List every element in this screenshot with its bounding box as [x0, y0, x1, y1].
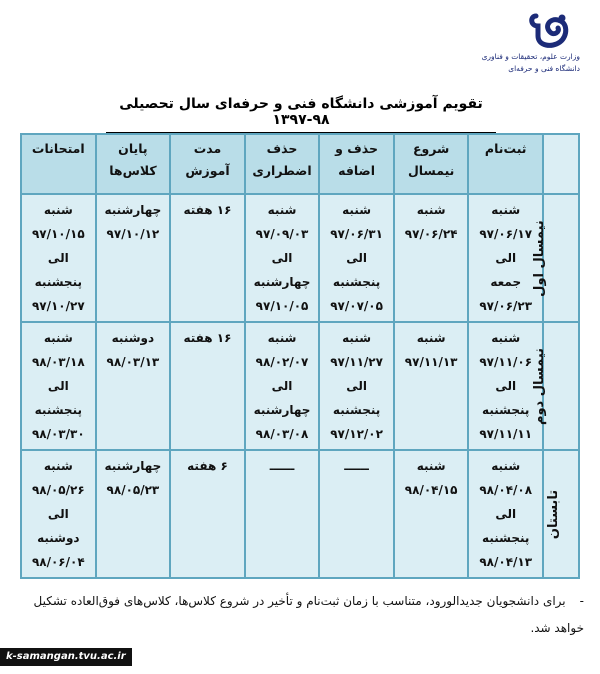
row-label-cell [531, 322, 579, 450]
cell-line: ۹۷/۱۰/۰۵ [255, 299, 309, 313]
cell-line: شنبه [491, 331, 521, 345]
row-label: نیمسال اول [532, 219, 548, 297]
cell-line: ۹۷/۱۰/۱۵ [31, 227, 85, 241]
footnote-text: برای دانشجویان جدیدالورود، متناسب با زمان ثبت‌نام و تأخیر در شروع کلاس‌ها، کلاس‌های فوق‌العاده تشکیل خواهد شد. [33, 594, 584, 635]
cell-line: شنبه [491, 203, 521, 217]
cell-line: شنبه [342, 203, 372, 217]
cell-line: ــــــ [269, 459, 295, 473]
cell-line: ۹۷/۱۱/۱۱ [479, 427, 533, 441]
cell-duration [170, 322, 245, 450]
cell-line: ۹۸/۰۳/۰۸ [255, 427, 309, 441]
cell-line: ۱۶ هفته [183, 203, 232, 217]
cell-line: ۹۷/۱۱/۲۷ [330, 355, 383, 369]
website-url-banner: k-samangan.tvu.ac.ir [0, 648, 132, 666]
cell-line: شنبه [416, 459, 446, 473]
cell-line: الی [346, 251, 367, 265]
university-logo [481, 12, 580, 82]
cell-exams [21, 322, 96, 450]
cell-line: ۹۷/۰۶/۱۷ [479, 227, 533, 241]
cell-semester-start [394, 194, 469, 322]
cell-classes-end [96, 194, 171, 322]
cell-line: الی [271, 251, 293, 265]
cell-line: ۹۸/۰۳/۱۸ [31, 355, 85, 369]
cell-classes-end [96, 322, 171, 450]
cell-line: شنبه [416, 203, 446, 217]
footnote-dash: - [579, 594, 584, 608]
cell-line: ۹۸/۰۲/۰۷ [255, 355, 309, 369]
calendar-table-container [20, 133, 580, 579]
cell-line: جمعه [490, 275, 522, 289]
row-label: تابستان [545, 489, 561, 539]
cell-line: ۹۷/۱۰/۲۷ [31, 299, 85, 313]
cell-line: چهارشنبه [104, 459, 162, 473]
cell-line: پنجشنبه [34, 403, 82, 417]
cell-line: شنبه [43, 459, 73, 473]
cell-line: ۹۷/۱۱/۱۳ [404, 355, 458, 369]
header-duration: مدت آموزش [170, 134, 245, 194]
cell-line: پنجشنبه [34, 275, 82, 289]
page-title: تقویم آموزشی دانشگاه فنی و حرفه‌ای سال تحصیلی ۹۸-۱۳۹۷ [106, 96, 496, 133]
header-corner [543, 134, 579, 194]
cell-emergency-drop [245, 322, 320, 450]
cell-exams [21, 450, 96, 578]
cell-semester-start [394, 322, 469, 450]
cell-line: دوشنبه [37, 531, 80, 545]
cell-classes-end [96, 450, 171, 578]
header-registration: ثبت‌نام [468, 134, 543, 194]
cell-line: الی [495, 379, 517, 393]
cell-line: شنبه [267, 331, 297, 345]
cell-line: پنجشنبه [482, 403, 530, 417]
cell-line: شنبه [43, 203, 73, 217]
cell-line: ۹۷/۰۹/۰۳ [255, 227, 309, 241]
cell-line: ۱۶ هفته [183, 331, 232, 345]
header-semester-start: شروع نیمسال [394, 134, 469, 194]
cell-line: ۹۷/۰۷/۰۵ [330, 299, 383, 313]
cell-line: شنبه [267, 203, 297, 217]
table-row [21, 194, 579, 322]
cell-line: ۹۷/۱۰/۱۲ [106, 227, 160, 241]
cell-line: شنبه [342, 331, 372, 345]
cell-line: ۹۸/۰۳/۳۰ [31, 427, 85, 441]
cell-line: الی [495, 251, 517, 265]
cell-line: الی [47, 507, 69, 521]
cell-line: الی [47, 379, 69, 393]
cell-line: الی [346, 379, 367, 393]
cell-line: پنجشنبه [482, 531, 530, 545]
cell-line: ۹۷/۰۶/۲۴ [404, 227, 458, 241]
header-classes-end: پایان کلاس‌ها [96, 134, 171, 194]
cell-line: ۹۸/۰۴/۰۸ [479, 483, 533, 497]
cell-exams [21, 194, 96, 322]
cell-semester-start [394, 450, 469, 578]
cell-line: الی [271, 379, 293, 393]
cell-line: چهارشنبه [104, 203, 162, 217]
logo-ministry-text: وزارت علوم، تحقیقات و فناوری [481, 52, 580, 61]
tvu-emblem-icon [528, 12, 572, 50]
cell-line: الی [495, 507, 517, 521]
table-header-row [21, 134, 579, 194]
cell-line: ۹۷/۰۶/۲۳ [479, 299, 533, 313]
cell-line: ۹۸/۰۵/۲۳ [106, 483, 160, 497]
cell-line: ۹۸/۰۶/۰۴ [31, 555, 85, 569]
header-exams: امتحانات [21, 134, 96, 194]
table-row [21, 322, 579, 450]
cell-add-drop [319, 322, 394, 450]
cell-line: شنبه [491, 459, 521, 473]
footnote [24, 588, 584, 642]
cell-line: ۹۸/۰۵/۲۶ [31, 483, 85, 497]
cell-add-drop [319, 194, 394, 322]
cell-line: ــــــ [344, 459, 369, 473]
cell-line: پنجشنبه [332, 275, 381, 289]
cell-line: ۹۷/۰۶/۳۱ [330, 227, 383, 241]
row-label-cell [532, 194, 579, 322]
academic-calendar-table [20, 133, 580, 579]
cell-line: دوشنبه [111, 331, 155, 345]
logo-university-text: دانشگاه فنی و حرفه‌ای [508, 64, 580, 73]
table-row [21, 450, 579, 578]
cell-line: ۹۸/۰۳/۱۳ [106, 355, 160, 369]
row-label-cell [543, 450, 579, 578]
header-emergency-drop: حذف اضطراری [245, 134, 320, 194]
row-label: نیمسال دوم [531, 347, 547, 425]
cell-line: ۹۸/۰۴/۱۵ [404, 483, 458, 497]
cell-line: ۹۷/۱۲/۰۲ [330, 427, 383, 441]
cell-duration [170, 194, 245, 322]
cell-line: شنبه [43, 331, 73, 345]
cell-line: الی [47, 251, 69, 265]
cell-add-drop [319, 450, 394, 578]
header-add-drop: حذف و اضافه [319, 134, 394, 194]
cell-line: پنجشنبه [332, 403, 381, 417]
cell-line: ۶ هفته [187, 459, 228, 473]
cell-line: ۹۷/۱۱/۰۶ [479, 355, 533, 369]
cell-line: شنبه [416, 331, 446, 345]
cell-line: چهارشنبه [253, 275, 311, 289]
cell-line: ۹۸/۰۴/۱۳ [479, 555, 533, 569]
cell-line: چهارشنبه [253, 403, 311, 417]
cell-emergency-drop [245, 194, 320, 322]
cell-duration [170, 450, 245, 578]
cell-emergency-drop [245, 450, 320, 578]
